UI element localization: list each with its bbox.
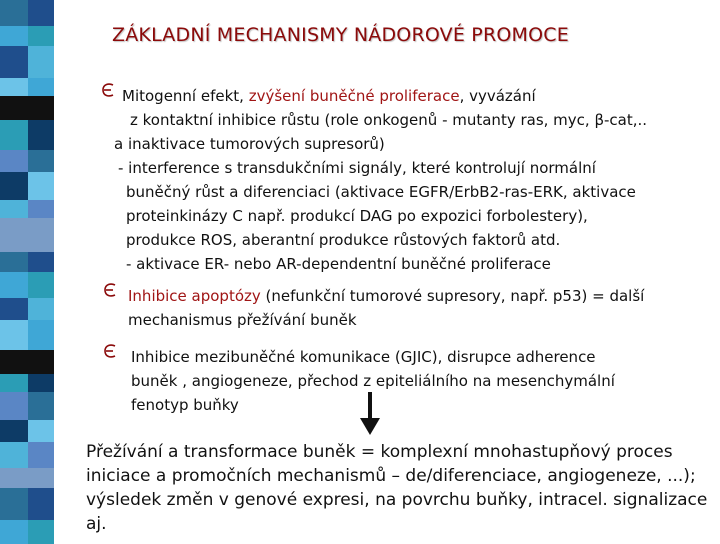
stripe-block xyxy=(28,374,54,392)
bullet-3-line: fenotyp buňky xyxy=(131,396,239,414)
stripe-block xyxy=(0,96,28,120)
stripe-block xyxy=(0,320,28,350)
bullet-apoptosis-inhibition xyxy=(128,284,644,332)
e-bullet-icon xyxy=(102,282,118,298)
stripe-block xyxy=(0,520,28,544)
stripe-block xyxy=(0,218,28,252)
bullet-1-line: produkce ROS, aberantní produkce růstových faktorů atd. xyxy=(126,231,561,249)
stripe-block xyxy=(0,172,28,200)
stripe-block xyxy=(0,420,28,442)
stripe-block xyxy=(28,272,54,298)
stripe-block xyxy=(28,200,54,218)
stripe-block xyxy=(28,252,54,272)
stripe-block xyxy=(28,350,54,374)
stripe-block xyxy=(0,488,28,520)
stripe-block xyxy=(0,468,28,488)
stripe-block xyxy=(28,488,54,520)
stripe-block xyxy=(0,442,28,468)
bullet-1-line: buněčný růst a diferenciaci (aktivace EGFR/ErbB2-ras-ERK, aktivace xyxy=(126,183,636,201)
bullet-1-text-end: , vyvázání xyxy=(459,87,536,105)
stripe-block xyxy=(28,442,54,468)
stripe-block xyxy=(0,392,28,420)
stripe-block xyxy=(0,120,28,150)
stripe-block xyxy=(28,218,54,252)
bullet-1-line: - aktivace ER- nebo AR-dependentní buněčné proliferace xyxy=(126,255,551,273)
stripe-block xyxy=(0,272,28,298)
bullet-1-line: proteinkinázy C např. produkcí DAG po expozici forbolestery), xyxy=(126,207,588,225)
bullet-1-line: - interference s transdukčními signály, které kontrolují normální xyxy=(118,159,596,177)
stripe-block xyxy=(28,320,54,350)
stripe-block xyxy=(0,200,28,218)
stripe-block xyxy=(0,298,28,320)
stripe-block xyxy=(0,26,28,46)
stripe-block xyxy=(0,78,28,96)
e-bullet-icon xyxy=(102,343,118,359)
bullet-1-line: a inaktivace tumorových supresorů) xyxy=(114,135,385,153)
stripe-block xyxy=(28,392,54,420)
bullet-3-line: buněk , angiogeneze, přechod z epiteliálního na mesenchymální xyxy=(131,372,615,390)
decorative-color-stripe xyxy=(0,0,58,540)
stripe-block xyxy=(28,420,54,442)
bullet-2-text-end: (nefunkční tumorové supresory, např. p53) = další xyxy=(260,287,645,305)
stripe-block xyxy=(28,520,54,544)
stripe-block xyxy=(28,120,54,150)
stripe-block xyxy=(28,0,54,26)
stripe-block xyxy=(0,0,28,26)
stripe-block xyxy=(28,96,54,120)
summary-paragraph: Přežívání a transformace buněk = komplexní mnohastupňový proces iniciace a promočních mechanismů – de/diferenciace, angiogeneze, ...); výsledek změn v genové expresi, na povrchu buňky, intracel. signalizace aj. xyxy=(86,442,708,534)
down-arrow-icon xyxy=(358,392,382,436)
bullet-2-highlight: Inhibice apoptózy xyxy=(128,287,261,305)
e-bullet-icon xyxy=(100,82,116,98)
stripe-block xyxy=(28,78,54,96)
stripe-block xyxy=(0,150,28,172)
bullet-1-line: z kontaktní inhibice růstu (role onkogenů - mutanty ras, myc, β-cat,.. xyxy=(130,111,648,129)
stripe-block xyxy=(0,350,28,374)
stripe-block xyxy=(0,374,28,392)
stripe-block xyxy=(0,46,28,78)
bullet-1-highlight: zvýšení buněčné proliferace xyxy=(248,87,460,105)
stripe-block xyxy=(28,46,54,78)
bullet-3-text: Inhibice mezibuněčné komunikace (GJIC), disrupce adherence xyxy=(131,348,596,366)
bullet-2-line: mechanismus přežívání buněk xyxy=(128,311,357,329)
bullet-1-text-start: Mitogenní efekt, xyxy=(122,87,249,105)
stripe-block xyxy=(28,172,54,200)
slide-title: ZÁKLADNÍ MECHANISMY NÁDOROVÉ PROMOCE xyxy=(112,24,569,46)
bullet-mitogenic-effect xyxy=(114,84,648,276)
stripe-block xyxy=(28,26,54,46)
stripe-block xyxy=(28,468,54,488)
stripe-block xyxy=(28,298,54,320)
stripe-block xyxy=(28,150,54,172)
stripe-block xyxy=(0,252,28,272)
